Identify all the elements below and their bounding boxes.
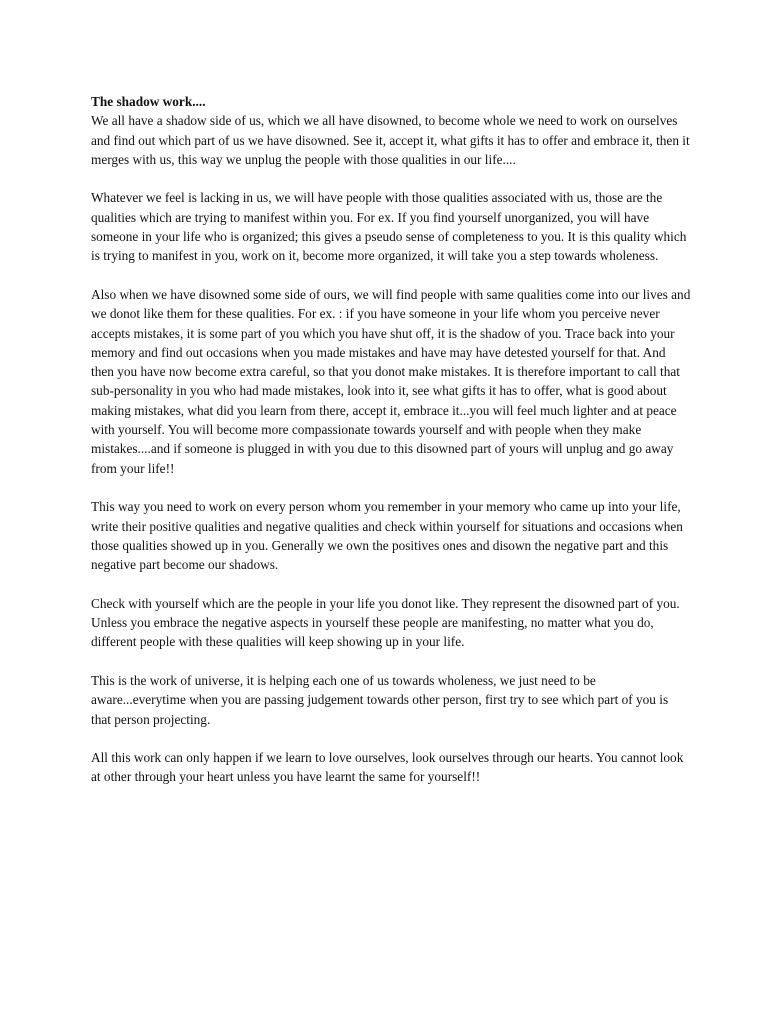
paragraph: This way you need to work on every person whom you remember in your memory who came up into your life, write their positive qualities and negative qualities and check within yourself for situations and occasions when those qualities showed up in you. Generally we own the positives ones and disown the negative part and this negative part become our shadows. <box>91 499 683 573</box>
document-page <box>91 92 691 806</box>
paragraph: We all have a shadow side of us, which we all have disowned, to become whole we need to work on ourselves and find out which part of us we have disowned. See it, accept it, what gifts it has to offer and embrace it, then it merges with us, this way we unplug the people with those qualities in our life.... <box>91 113 690 167</box>
paragraph: This is the work of universe, it is helping each one of us towards wholeness, we just need to be aware...everytime when you are passing judgement towards other person, first try to see which part of you is that person projecting. <box>91 672 669 727</box>
paragraph: Check with yourself which are the people in your life you donot like. They represent the disowned part of you. Unless you embrace the negative aspects in yourself these people are manifesting, no matter what you do, different people with these qualities will keep showing up in your life. <box>91 595 680 650</box>
document-title: The shadow work.... <box>91 94 206 109</box>
paragraph: Also when we have disowned some side of ours, we will find people with same qualities come into our lives and we donot like them for these qualities. For ex. : if you have someone in your life whom you perceive never accepts mistakes, it is some part of you which you have shut off, it is the shadow of you. Trace back into your memory and find out occasions when you made mistakes and have may have detested yourself for that. And then you have now become extra careful, so that you donot make mistakes. It is therefore important to call that sub-personality in you who had made mistakes, look into it, see what gifts it has to offer, what is good about making mistakes, what did you learn from there, accept it, embrace it...you will feel much lighter and at peace with yourself. You will become more compassionate towards yourself and with people when they make mistakes....and if someone is plugged in with you due to this disowned part of yours will unplug and go away from your life!! <box>91 286 691 476</box>
paragraph: All this work can only happen if we learn to love ourselves, look ourselves through our hearts. You cannot look at other through your heart unless you have learnt the same for yourself!! <box>91 750 684 785</box>
paragraph: Whatever we feel is lacking in us, we will have people with those qualities associated with us, those are the qualities which are trying to manifest within you. For ex. If you find yourself unorganized, you will have someone in your life who is organized; this gives a pseudo sense of completeness to you. It is this quality which is trying to manifest in you, work on it, become more organized, it will take you a step towards wholeness. <box>91 190 687 264</box>
